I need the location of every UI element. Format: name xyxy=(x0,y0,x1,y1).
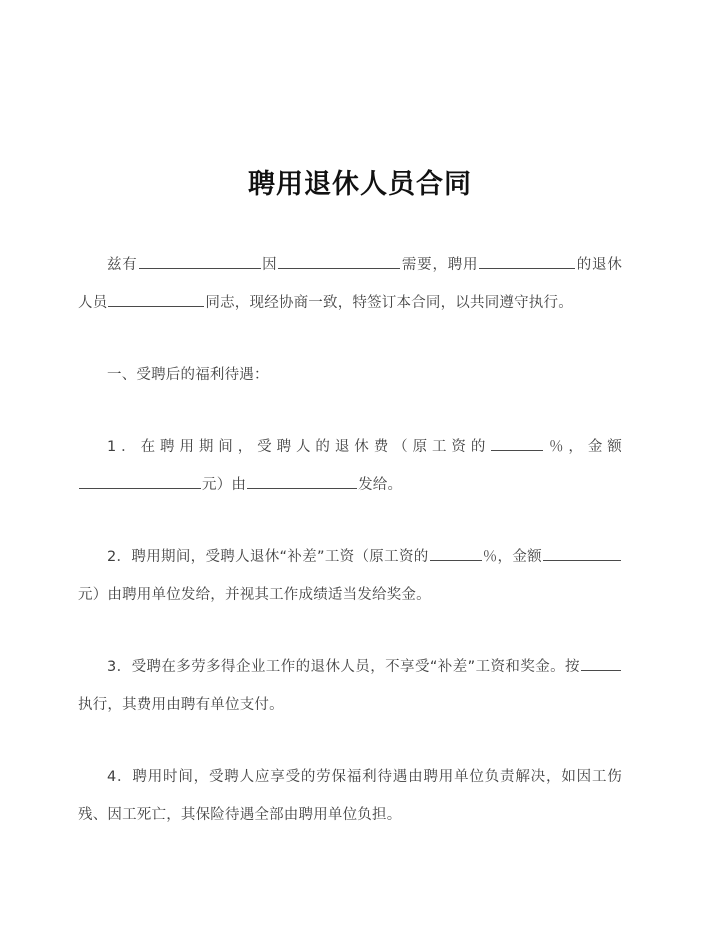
blank-reason[interactable] xyxy=(278,253,400,269)
blank-supplement-amount[interactable] xyxy=(543,545,621,561)
clause-text-1-3: 元）由 xyxy=(202,477,247,493)
preamble-text-3: 需要，聘用 xyxy=(401,257,479,273)
preamble-text-4: 的退休人员 xyxy=(78,257,623,311)
clause-item-4 xyxy=(78,758,622,834)
preamble-text-5: 同志，现经协商一致，特签订本合同，以共同遵守执行。 xyxy=(205,295,573,311)
preamble-paragraph xyxy=(78,246,622,322)
clause-text-1-1: 在聘用期间，受聘人的退休费（原工资的 xyxy=(140,439,491,455)
blank-pension-payer[interactable] xyxy=(247,473,357,489)
document-body xyxy=(78,246,622,834)
blank-standard-reference[interactable] xyxy=(581,655,621,671)
blank-party-name[interactable] xyxy=(139,253,261,269)
clause-text-1-2: ％，金额 xyxy=(544,439,622,455)
page-title: 聘用退休人员合同 xyxy=(248,169,472,201)
blank-retiree-name[interactable] xyxy=(108,291,204,307)
clause-text-3-2: 执行，其费用由聘有单位支付。 xyxy=(78,697,284,713)
blank-pension-percent[interactable] xyxy=(491,435,543,451)
clause-number-4: 4． xyxy=(107,769,133,785)
clause-item-1 xyxy=(78,428,622,504)
clause-text-2-1: 聘用期间，受聘人退休“补差”工资（原工资的 xyxy=(131,549,429,565)
clause-text-2-3: 元）由聘用单位发给，并视其工作成绩适当发给奖金。 xyxy=(78,587,431,603)
clause-text-3-1: 受聘在多劳多得企业工作的退休人员，不享受“补差”工资和奖金。按 xyxy=(131,659,580,675)
section-heading-label: 一、受聘后的福利待遇： xyxy=(107,367,269,383)
clause-text-2-2: ％，金额 xyxy=(482,549,542,565)
section-heading xyxy=(78,356,622,394)
clause-item-2 xyxy=(78,538,622,614)
blank-origin-unit[interactable] xyxy=(479,253,575,269)
clause-number-3: 3． xyxy=(107,659,132,675)
blank-supplement-percent[interactable] xyxy=(430,545,482,561)
clause-text-4-1: 聘用时间，受聘人应享受的劳保福利待遇由聘用单位负责解决，如因工伤残、因工死亡，其保险待遇全部由聘用单位负担。 xyxy=(78,769,622,823)
clause-text-1-4: 发给。 xyxy=(358,477,403,493)
clause-item-3 xyxy=(78,648,622,724)
preamble-text-1: 兹有 xyxy=(107,257,138,273)
preamble-text-2: 因 xyxy=(261,257,278,273)
clause-number-2: 2． xyxy=(107,549,132,565)
clause-number-1: 1． xyxy=(107,439,141,455)
blank-pension-amount[interactable] xyxy=(79,473,201,489)
